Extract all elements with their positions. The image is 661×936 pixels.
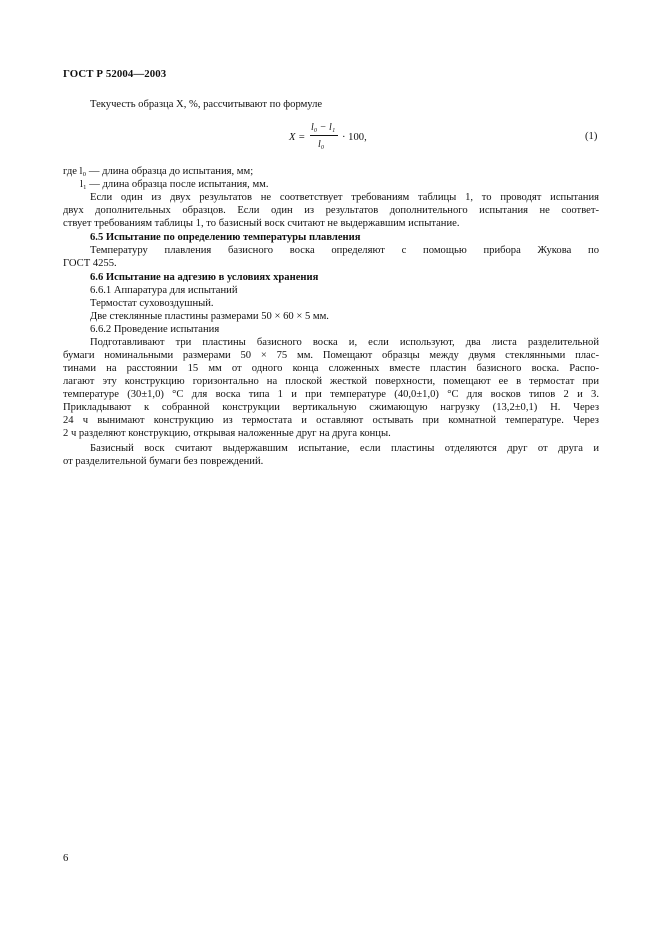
formula-intro: Текучесть образца X, %, рассчитывают по формуле bbox=[90, 99, 323, 110]
subsection-6-6-2: 6.6.2 Проведение испытания bbox=[90, 324, 220, 335]
section-6-6-heading: 6.6 Испытание на адгезию в условиях хранения bbox=[90, 272, 319, 283]
paragraph-6-6-2-line-7: 24 ч вынимают конструкцию из термостата и оставляют остывать при комнатной температуре. Через bbox=[63, 415, 599, 426]
paragraph-6-6-2-line-2: бумаги номинальными размерами 50 × 75 мм. Помещают образцы между двумя стеклянными плас- bbox=[63, 350, 599, 361]
where-line-1: где l₀ — длина образца до испытания, мм; bbox=[63, 166, 254, 177]
paragraph-6-6-2-line-3: тинами на расстоянии 15 мм от одного конца сложенных вместе пластин базисного воска. Распо- bbox=[63, 363, 599, 374]
formula-numerator: l₀ − l₁ bbox=[311, 122, 336, 133]
paragraph-6-6-2-line-1: Подготавливают три пластины базисного воска и, если используют, два листа разделительной bbox=[90, 337, 599, 348]
formula-denominator: l₀ bbox=[318, 139, 325, 150]
paragraph-1-line-1: Если один из двух результатов не соответствует требованиям таблицы 1, то проводят испытания bbox=[90, 192, 599, 203]
paragraph-6-5-line-2: ГОСТ 4255. bbox=[63, 258, 117, 269]
paragraph-6-5-line-1: Температуру плавления базисного воска определяют с помощью прибора Жукова по bbox=[90, 245, 599, 256]
plates-line: Две стеклянные пластины размерами 50 × 60 × 5 мм. bbox=[90, 311, 329, 322]
page-number: 6 bbox=[63, 853, 69, 864]
thermostat-line: Термостат суховоздушный. bbox=[90, 298, 214, 309]
paragraph-6-6-2-line-5: температуре (30±1,0) °С для воска типа 1 и при температуре (40,0±1,0) °С для восков типов 2 и 3. bbox=[63, 389, 599, 400]
final-paragraph-line-2: от разделительной бумаги без повреждений. bbox=[63, 456, 264, 467]
fraction-bar bbox=[310, 135, 338, 136]
paragraph-1-line-3: ствует требованиям таблицы 1, то базисный воск считают не выдержавшим испытание. bbox=[63, 218, 460, 229]
final-paragraph-line-1: Базисный воск считают выдержавшим испытание, если пластины отделяются друг от друга и bbox=[90, 443, 599, 454]
paragraph-6-6-2-line-4: лагают эту конструкцию горизонтально на плоской жесткой поверхности, помещают ее в термостат при bbox=[63, 376, 599, 387]
equation-number: (1) bbox=[585, 131, 598, 142]
subsection-6-6-1: 6.6.1 Аппаратура для испытаний bbox=[90, 285, 238, 296]
paragraph-6-6-2-line-6: Прикладывают к собранной конструкции вертикальную сжимающую нагрузку (13,2±0,1) Н. Через bbox=[63, 402, 599, 413]
section-6-5-heading: 6.5 Испытание по определению температуры плавления bbox=[90, 232, 361, 243]
formula-rhs: · 100, bbox=[342, 132, 367, 143]
where-line-2: l₁ — длина образца после испытания, мм. bbox=[80, 179, 269, 190]
formula bbox=[289, 122, 389, 156]
paragraph-6-6-2-line-8: 2 ч разделяют конструкцию, открывая наложенные друг на друга концы. bbox=[63, 428, 391, 439]
document-header: ГОСТ Р 52004—2003 bbox=[63, 68, 167, 80]
paragraph-1-line-2: двух дополнительных образцов. Если один из результатов дополнительного испытания не соответ- bbox=[63, 205, 599, 216]
formula-lhs: X = bbox=[289, 132, 306, 143]
